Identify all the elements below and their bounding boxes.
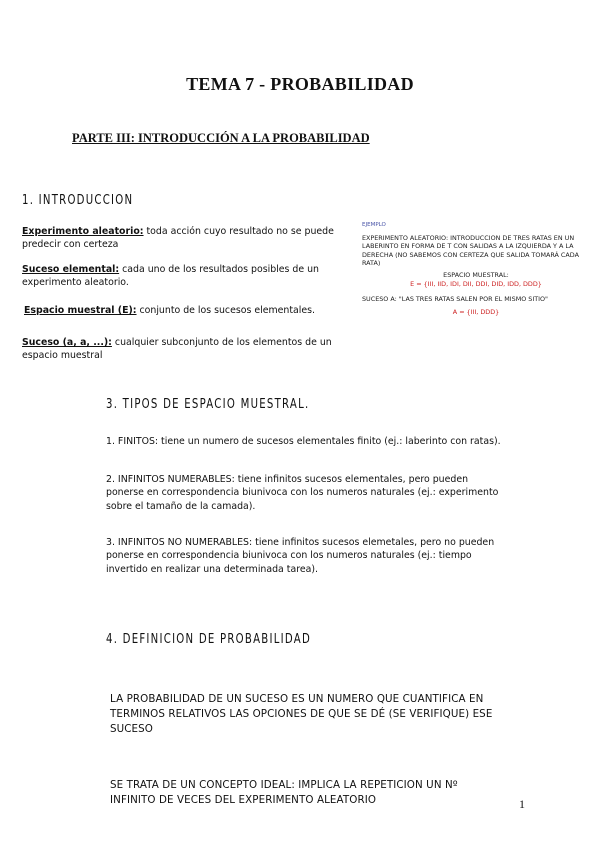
tipo-finitos <box>106 435 502 448</box>
definition-text: cualquier subconjunto de los elementos de un espacio muestral <box>22 337 332 362</box>
section-heading-introduccion: 1. INTRODUCCION <box>22 193 134 208</box>
tipo-infinitos-no-numerables <box>106 536 502 576</box>
example-block <box>362 221 590 316</box>
page-title: TEMA 7 - PROBABILIDAD <box>186 74 414 94</box>
definition-text: cada uno de los resultados posibles de un experimento aleatorio. <box>22 264 319 289</box>
section-heading-tipos: 3. TIPOS DE ESPACIO MUESTRAL. <box>106 397 310 412</box>
tipo-infinitos-numerables <box>106 473 502 513</box>
definition-term: Suceso (a, a, ...): <box>22 337 112 348</box>
example-label: EJEMPLO <box>362 222 386 228</box>
definition-term: Suceso elemental: <box>22 264 120 275</box>
definition-text: toda acción cuyo resultado no se puede predecir con certeza <box>22 226 334 251</box>
part-subtitle: PARTE III: INTRODUCCIÓN A LA PROBABILIDAD <box>72 131 370 145</box>
tipo-term: 2. INFINITOS NUMERABLES <box>106 474 232 485</box>
page-number: 1 <box>519 797 525 811</box>
definition-experimento <box>22 225 340 252</box>
example-event-set: A = {III, DDD} <box>452 307 500 316</box>
definition-term: Experimento aleatorio: <box>22 226 144 237</box>
example-space-set: E = {III, IID, IDI, DII, DDI, DID, IDD, DDD} <box>410 279 542 288</box>
definition-text: conjunto de los sucesos elementales. <box>136 305 315 316</box>
definition-suceso-elemental <box>22 263 340 290</box>
tipo-text: : tiene infinitos sucesos elemetales, pero no pueden ponerse en correspondencia biunivoca con los numeros naturales (ej.: tiempo invertido en realizar una determinada tarea). <box>106 537 495 575</box>
tipo-text: : tiene un numero de sucesos elementales finito (ej.: laberinto con ratas). <box>154 436 501 447</box>
probabilidad-definition: LA PROBABILIDAD DE UN SUCESO ES UN NUMERO QUE CUANTIFICA EN TERMINOS RELATIVOS LAS OPCIONES DE QUE SE DÉ (SE VERIFIQUE) ESE SUCESO <box>110 693 493 735</box>
example-event: SUCESO A: "LAS TRES RATAS SALEN POR EL MISMO SITIO" <box>362 295 548 304</box>
tipo-text: : tiene infinitos sucesos elementales, pero pueden ponerse en correspondencia biunivoca con los numeros naturales (ej.: experimento sobre el tamaño de la camada). <box>106 474 499 512</box>
definition-suceso <box>22 336 340 363</box>
example-description: EXPERIMENTO ALEATORIO: INTRODUCCION DE TRES RATAS EN UN LABERINTO EN FORMA DE T CON SALIDAS A LA IZQUIERDA Y A LA DERECHA (NO SABEMOS CON CERTEZA QUE SALIDA TOMARÁ CADA RATA) <box>362 233 579 268</box>
tipo-term: 3. INFINITOS NO NUMERABLES <box>106 537 250 548</box>
concepto-ideal: SE TRATA DE UN CONCEPTO IDEAL: IMPLICA LA REPETICION UN Nº INFINITO DE VECES DEL EXPERIMENTO ALEATORIO <box>110 779 458 806</box>
definition-term: Espacio muestral (E): <box>24 305 137 316</box>
section-heading-definicion: 4. DEFINICION DE PROBABILIDAD <box>106 632 312 647</box>
tipo-term: 1. FINITOS <box>106 436 155 447</box>
example-space-label: ESPACIO MUESTRAL: <box>443 270 509 279</box>
definition-espacio-muestral <box>24 304 342 317</box>
